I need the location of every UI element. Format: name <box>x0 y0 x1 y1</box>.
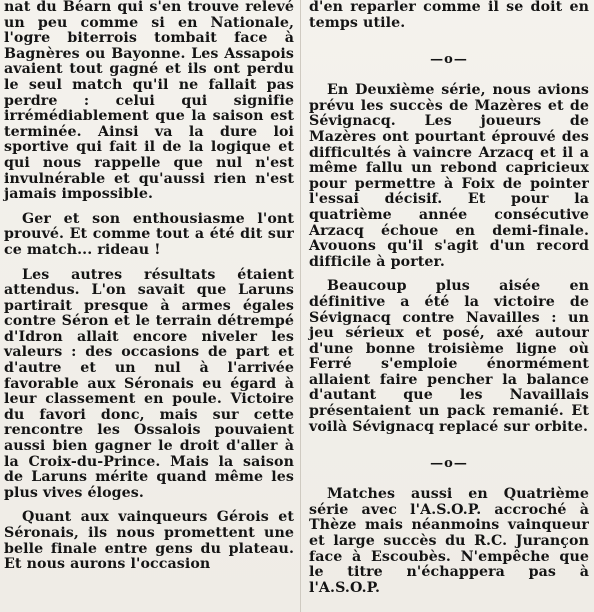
left-column <box>4 0 294 582</box>
right-column <box>309 0 589 605</box>
paragraph: Les autres résultats étaient attendus. L'on savait que Laruns partirait presque à armes égales contre Séron et le terrain détrempé d'Idron allait encore niveler les valeurs : des occasions de part et d'autre et un nul à l'arrivée favorable aux Séronais eu égard à leur classement en poule. Victoire du favori donc, mais sur cette rencontre les Ossalois pouvaient aussi bien gagner le droit d'aller à la Croix-du-Prince. Mais la saison de Laruns mérite quand même les plus vives éloges. <box>4 266 294 501</box>
paragraph: nat du Béarn qui s'en trouve relevé un peu comme si en Nationale, l'ogre biterrois tombait face à Bagnères ou Bayonne. Les Assapois avaient tout gagné et ils ont perdu le seul match qu'il ne fallait pas perdre : celui qui signifie irrémédiablement que la saison est terminée. Ainsi va la dure loi sportive qui fait il de la logique et qui nous rappelle que nul n'est invulnérable et qu'aussi rien n'est jamais impossible. <box>4 0 294 203</box>
paragraph: Beaucoup plus aisée en définitive a été la victoire de Sévignacq contre Navailles : un jeu sérieux et posé, axé autour d'une bonne troisième ligne où Ferré s'emploie énormément allaient faire pencher la balance d'autant que les Navaillais présentaient un pack remanié. Et voilà Sévignacq replacé sur orbite. <box>309 278 589 435</box>
column-rule <box>300 0 301 612</box>
paragraph: Ger et son enthousiasme l'ont prouvé. Et comme tout a été dit sur ce match... rideau ! <box>4 210 294 258</box>
paragraph: d'en reparler comme il se doit en temps utile. <box>309 0 589 31</box>
separator: —o— <box>430 52 468 68</box>
paragraph: En Deuxième série, nous avions prévu les succès de Mazères et de Sévignacq. Les joueurs de Mazères ont pourtant éprouvé des difficultés à vaincre Arzacq et il a même fallu un rebond capricieux pour permettre à Foix de pointer l'essai décisif. Et pour la quatrième année consécutive Arzacq échoue en demi-finale. Avouons qu'il s'agit d'un record difficile à porter. <box>309 82 589 270</box>
paragraph: Quant aux vainqueurs Gérois et Séronais, ils nous promettent une belle finale entre gens du plateau. Et nous aurons l'occasion <box>4 509 294 573</box>
separator: —o— <box>430 456 468 472</box>
paragraph: Matches aussi en Quatrième série avec l'A.S.O.P. accroché à Thèze mais néanmoins vainqueur et large succès du R.C. Jurançon face à Escoubès. N'empêche que le titre n'échappera pas à l'A.S.O.P. <box>309 486 589 596</box>
